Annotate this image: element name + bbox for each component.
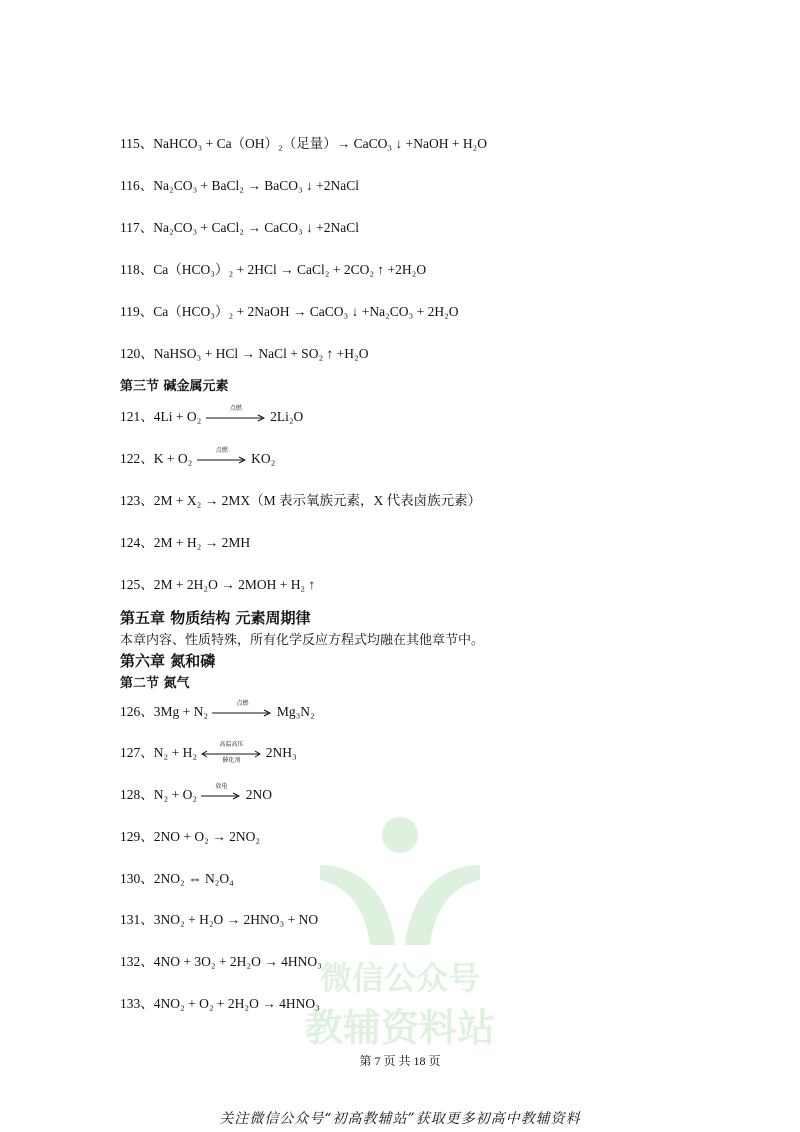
condition-label-bottom: 催化剂 [222,756,241,764]
promo-banner: 关注微信公众号“初高教辅站”获取更多初高中教辅资料 [219,1111,581,1127]
page-number: 第 7 页 共 18 页 [359,1054,441,1068]
equation-128 [120,782,273,804]
equation-126-left: 126、3Mg + N₂ [120,704,209,719]
equation-126-right: Mg₃N₂ [276,704,315,719]
watermark-line1: 微信公众号 [319,959,480,997]
equation-118: 118、Ca（HCO₃）₂ + 2HCl → CaCl₂ + 2CO₂ ↑ +2H₂O [120,262,427,277]
right-arrow-icon [201,792,241,800]
equation-130: 130、2NO₂ ⇔ N₂O₄ [120,871,234,886]
equation-131: 131、3NO₂ + H₂O → 2HNO₃ + NO [120,912,319,927]
equation-129: 129、2NO + O₂ → 2NO₂ [120,829,261,844]
equation-125: 125、2M + 2H₂O → 2MOH + H₂ ↑ [120,577,316,592]
equation-124: 124、2M + H₂ → 2MH [120,535,251,550]
chapter-5-note: 本章内容、性质特殊，所有化学反应方程式均融在其他章节中。 [120,633,485,648]
condition-label: 点燃 [215,446,228,454]
equation-132: 132、4NO + 3O₂ + 2H₂O → 4HNO₃ [120,954,322,969]
equation-127-left: 127、N₂ + H₂ [120,745,198,760]
condition-label-top: 高温高压 [219,740,244,748]
right-arrow-icon [206,414,266,422]
equation-128-right: 2NO [245,787,273,802]
chapter-title-5: 第五章 物质结构 元素周期律 [120,609,311,627]
equation-122 [120,446,276,468]
equation-123: 123、2M + X₂ → 2MX（M 表示氧族元素，X 代表卤族元素） [120,493,482,508]
equation-127-right: 2NH₃ [265,745,297,760]
equation-121 [120,404,304,426]
right-arrow-icon [212,709,272,717]
section-title-alkali-metals: 第三节 碱金属元素 [120,379,229,394]
watermark-logo-icon [300,805,500,955]
equation-122-right: KO₂ [251,451,276,466]
watermark-line2: 教辅资料站 [304,1006,495,1050]
equation-120: 120、NaHSO₃ + HCl → NaCl + SO₂ ↑ +H₂O [120,346,369,361]
watermark [300,805,500,1055]
condition-label: 放电 [215,782,228,790]
section-title-nitrogen: 第二节 氮气 [120,676,190,691]
equation-121-right: 2Li₂O [270,409,304,424]
equation-127 [120,740,297,764]
equation-133: 133、4NO₂ + O₂ + 2H₂O → 4HNO₃ [120,996,320,1011]
condition-reversible-arrow [201,740,261,764]
chapter-title-6: 第六章 氮和磷 [120,652,216,670]
equation-122-left: 122、K + O₂ [120,451,193,466]
condition-arrow [201,782,241,803]
equation-119: 119、Ca（HCO₃）₂ + 2NaOH → CaCO₃ ↓ +Na₂CO₃ + 2H₂O [120,304,459,319]
condition-label: 点燃 [229,404,242,412]
condition-arrow [206,404,266,425]
condition-arrow [197,446,247,467]
equation-116: 116、Na₂CO₃ + BaCl₂ → BaCO₃ ↓ +2NaCl [120,178,360,193]
condition-label: 点燃 [236,699,249,707]
equation-117: 117、Na₂CO₃ + CaCl₂ → CaCO₃ ↓ +2NaCl [120,220,360,235]
equation-115: 115、NaHCO₃ + Ca（OH）₂（足量）→ CaCO₃ ↓ +NaOH + H₂O [120,136,488,151]
equation-128-left: 128、N₂ + O₂ [120,787,198,802]
condition-arrow [212,699,272,720]
equation-126 [120,699,315,721]
right-arrow-icon [197,456,247,464]
equation-121-left: 121、4Li + O₂ [120,409,202,424]
